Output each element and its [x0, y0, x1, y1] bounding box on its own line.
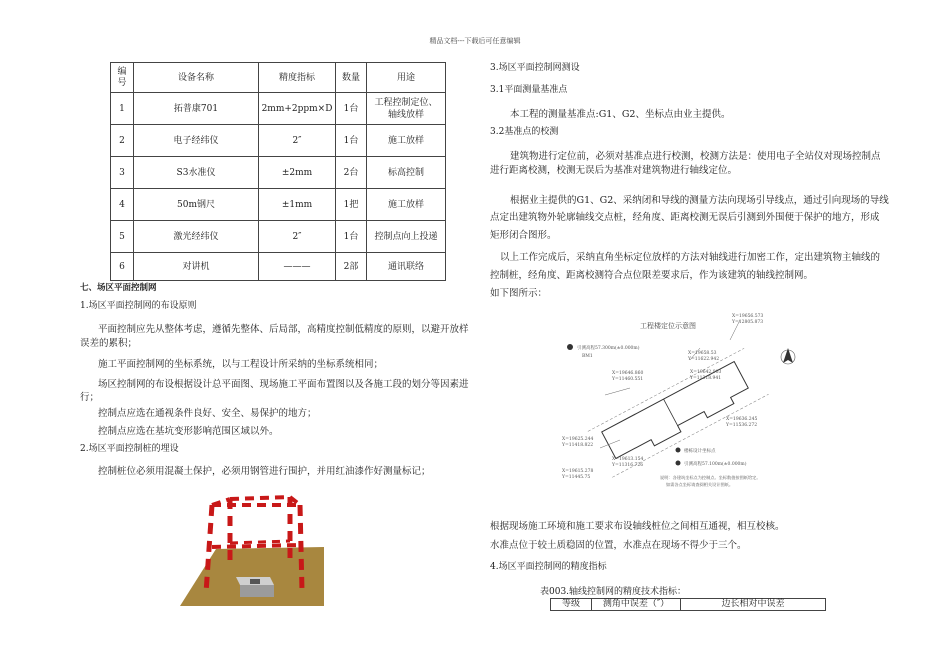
heading-3-1: 3.1平面测量基准点	[490, 85, 568, 95]
fence-rail	[230, 541, 290, 543]
paragraph: 如下图所示：	[490, 288, 548, 299]
paragraph: 以上工作完成后，采纳直角坐标定位放样的方法对轴线进行加密工作，定出建筑物主轴线的	[500, 252, 881, 263]
col-header-number: 编号	[111, 63, 134, 93]
cell: ±1mm	[259, 189, 336, 221]
paragraph: 点定出建筑物外轮廓轴线交点桩，经角度、距离校测无误后引测到外围便于保护的地方，形成	[490, 212, 880, 223]
plan-note: 如需各点坐标请查阅相关设计图纸。	[666, 482, 734, 487]
paragraph: 控制点应选在通视条件良好、安全、易保护的地方；	[98, 408, 317, 419]
coord-label: X=19658.53	[688, 351, 717, 356]
control-pile-mark	[250, 579, 260, 584]
cell: ±2mm	[259, 157, 336, 189]
col-header-angle-error: 测角中误差（″）	[592, 599, 681, 611]
section-7-title: 七、场区平面控制网	[80, 283, 157, 293]
cell: 拓普康701	[134, 93, 259, 125]
north-arrow-icon	[781, 348, 795, 364]
paragraph: 场区控制网的布设根据设计总平面图、现场施工平面布置图以及各施工段的划分等因素进	[98, 379, 469, 390]
paragraph: 根据现场施工环境和施工要求布设轴线桩位之间相互通视，相互校核。	[490, 521, 785, 532]
cell: 4	[111, 189, 134, 221]
coord-label: Y=11460.551	[612, 377, 644, 382]
fence-rail	[212, 545, 300, 547]
heading-3: 3.场区平面控制网测设	[490, 63, 580, 73]
coord-label: X=19613.154	[612, 457, 644, 462]
coord-label: X=19636.245	[726, 417, 758, 422]
cell: 工程控制定位、轴线放样	[367, 93, 446, 125]
paragraph: 施工平面控制网的坐标系统，以与工程设计所采纳的坐标系统相同；	[98, 359, 384, 370]
site-plan-diagram	[560, 300, 810, 515]
coord-label: Y=11536.272	[726, 423, 758, 428]
legend-point-icon	[676, 448, 681, 453]
col-header-usage: 用途	[367, 63, 446, 93]
table-row	[111, 125, 446, 157]
paragraph: 建筑物进行定位前，必须对基准点进行校测，校测方法是：使用电子全站仪对现场控制点	[510, 151, 881, 162]
coord-label: Y=12805.873	[732, 320, 764, 325]
paragraph: 控制桩，经角度、距离校测符合点位限差要求后，作为该建筑的轴线控制网。	[490, 270, 814, 281]
paragraph: 进行距离校测，校测无误后为基准对建筑物进行轴线定位。	[490, 165, 738, 176]
coord-label: Y=11418.822	[562, 443, 594, 448]
paragraph: 控制桩位必须用混凝土保护，必须用钢管进行围护，并用红油漆作好测量标记；	[98, 466, 431, 477]
cell: 2″	[259, 125, 336, 157]
equipment-table	[110, 62, 446, 281]
legend-benchmark-icon	[676, 461, 681, 466]
coord-label: Y=11622.942	[688, 357, 720, 362]
cell: 2″	[259, 221, 336, 253]
paragraph: 行；	[80, 392, 100, 403]
cell: ———	[259, 253, 336, 281]
col-header-name: 设备名称	[134, 63, 259, 93]
heading-4: 4.场区平面控制网的精度指标	[490, 562, 607, 572]
table-header-row	[551, 599, 826, 611]
cell: 电子经纬仪	[134, 125, 259, 157]
fence-post	[300, 505, 302, 591]
coord-label: X=19642.903	[690, 370, 722, 375]
legend-label: 楼栋设计坐标点	[684, 449, 716, 454]
cell: 3	[111, 157, 134, 189]
benchmark-icon	[567, 344, 573, 350]
concrete-block-front	[240, 585, 274, 597]
col-header-side-error: 边长相对中误差	[681, 599, 826, 611]
cell: 5	[111, 221, 134, 253]
legend-label: 引测高程57.100m(±0.000m)	[684, 462, 747, 467]
table-row	[111, 221, 446, 253]
heading-2: 2.场区平面控制桩的埋设	[80, 444, 179, 454]
cell: 控制点向上投递	[367, 221, 446, 253]
cell: 对讲机	[134, 253, 259, 281]
ground-plane	[180, 547, 324, 606]
benchmark-name: BM1	[582, 354, 593, 359]
page-header: 精品文档---下载后可任意编辑	[429, 37, 521, 45]
table-row	[111, 157, 446, 189]
cell: 6	[111, 253, 134, 281]
benchmark-label: 引测高程57.300m(±0.000m)	[577, 346, 640, 351]
cell: 施工放样	[367, 189, 446, 221]
plan-note: 说明：各建筑坐标点为控制点。坐标数值按图纸给定。	[660, 475, 761, 480]
cell: 1台	[336, 221, 367, 253]
fence-rail	[230, 497, 290, 499]
paragraph: 误差的累积；	[80, 338, 138, 349]
heading-3-2: 3.2基准点的校测	[490, 127, 559, 137]
plan-title: 工程楼定位示意图	[640, 322, 696, 330]
heading-1: 1.场区平面控制网的布设原则	[80, 301, 197, 311]
cell: 施工放样	[367, 125, 446, 157]
cell: 1台	[336, 93, 367, 125]
table-row	[111, 253, 446, 281]
accuracy-table	[550, 598, 826, 611]
paragraph: 控制点应选在基坑变形影响范围区域以外。	[98, 426, 279, 437]
table-caption: 表003.轴线控制网的精度技术指标：	[540, 587, 687, 597]
cell: 2台	[336, 157, 367, 189]
cell: 2mm+2ppm×D	[259, 93, 336, 125]
paragraph: 根据业主提供的G1、G2、采纳闭和导线的测量方法向现场引导线点，通过引向现场的导线	[510, 195, 889, 206]
paragraph: 矩形闭合图形。	[490, 230, 557, 241]
coord-label: Y=11316.726	[612, 463, 644, 468]
col-header-precision: 精度指标	[259, 63, 336, 93]
col-header-quantity: 数量	[336, 63, 367, 93]
cell: 标高控制	[367, 157, 446, 189]
cell: 2	[111, 125, 134, 157]
table-header-row	[111, 63, 446, 93]
cell: 50m钢尺	[134, 189, 259, 221]
paragraph: 水准点位于较土质稳固的位置，水准点在现场不得少于三个。	[490, 540, 747, 551]
cell: 1把	[336, 189, 367, 221]
cell: S3水准仪	[134, 157, 259, 189]
coord-label: X=19625.244	[562, 437, 594, 442]
cell: 通讯联络	[367, 253, 446, 281]
coord-label: Y=11318.941	[690, 376, 722, 381]
control-pile-fence-illustration	[178, 485, 328, 607]
paragraph: 本工程的测量基准点:G1、G2、坐标点由业主提供。	[510, 109, 731, 120]
cell: 激光经纬仪	[134, 221, 259, 253]
col-header-grade: 等级	[551, 599, 592, 611]
coord-label: X=19646.860	[612, 371, 644, 376]
coord-label: X=19656.573	[732, 314, 764, 319]
paragraph: 平面控制应先从整体考虑，遵循先整体、后局部，高精度控制低精度的原则，以避开放样	[98, 324, 469, 335]
cell: 1	[111, 93, 134, 125]
table-row	[111, 93, 446, 125]
coord-label: Y=11445.75	[562, 475, 591, 480]
table-row	[111, 189, 446, 221]
cell: 1台	[336, 125, 367, 157]
coord-label: X=19615.278	[562, 469, 594, 474]
cell: 2部	[336, 253, 367, 281]
